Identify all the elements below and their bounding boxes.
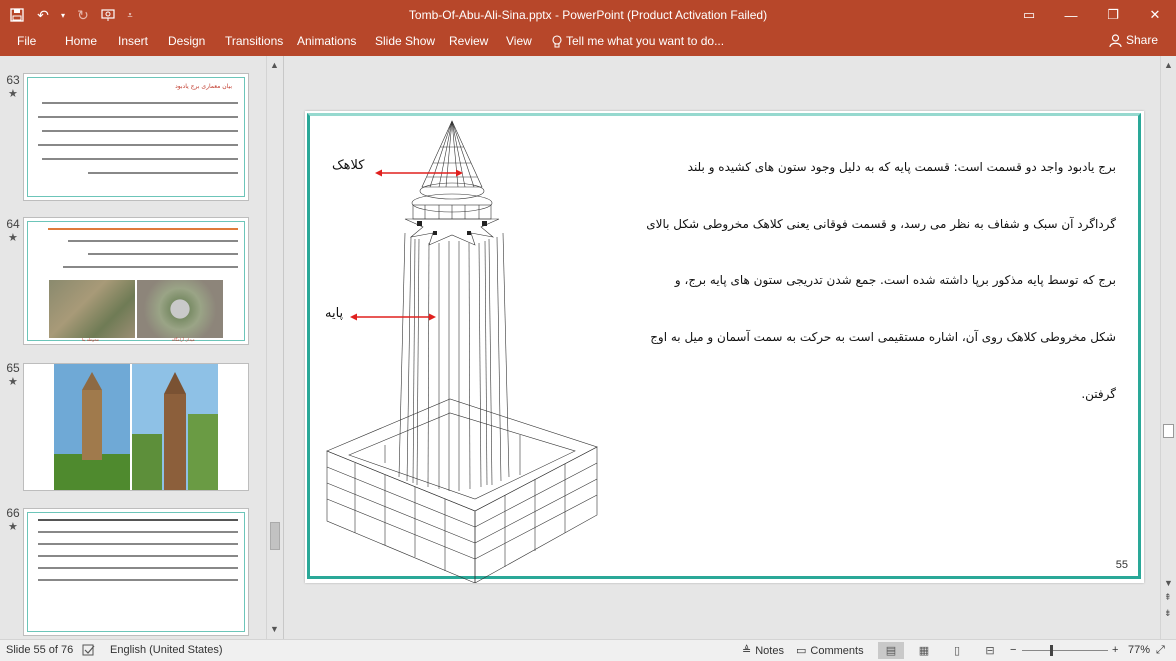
next-slide-icon[interactable]: ⇟: [1164, 608, 1172, 618]
status-bar: [0, 639, 1176, 661]
slide-indicator: Slide 55 of 76: [6, 644, 74, 656]
share-button[interactable]: [1109, 33, 1158, 47]
language-indicator[interactable]: English (United States): [110, 644, 223, 656]
share-label: Share: [1125, 33, 1158, 47]
body-line: برج که توسط پایه مذکور برپا داشته شده است. جمع شدن تدریجی ستون های پایه برج، و: [674, 273, 1116, 288]
thumb-caption: محوطه بنا: [82, 337, 99, 342]
ribbon-tabs: [0, 30, 1176, 56]
body-line: برج یادبود واجد دو قسمت است: قسمت پایه که به دلیل وجود ستون های کشیده و بلند: [687, 160, 1116, 174]
animation-star-icon: ★: [8, 376, 18, 388]
undo-dropdown-icon[interactable]: ▾: [60, 10, 65, 20]
body-line: شکل مخروطی کلاهک روی آن، اشاره مستقیمی است به حرکت به سمت آسمان و میل به اوج: [650, 330, 1116, 345]
body-line: گرفتن.: [1081, 386, 1116, 401]
animation-star-icon: ★: [8, 521, 18, 533]
save-icon[interactable]: [6, 4, 28, 26]
tab-review[interactable]: Review: [449, 34, 489, 48]
body-line: گرداگرد آن سبک و شفاف به نظر می رسد، و قسمت فوقانی یعنی کلاهک مخروطی شکل بالای: [646, 216, 1116, 231]
current-slide[interactable]: [305, 111, 1144, 583]
animation-star-icon: ★: [8, 232, 18, 244]
tell-me-box[interactable]: [552, 34, 724, 48]
comments-button[interactable]: [796, 644, 864, 657]
scroll-up-icon[interactable]: ▲: [1164, 60, 1173, 70]
restore-button[interactable]: ❐: [1107, 7, 1119, 22]
thumb-number: 63: [6, 73, 20, 87]
slide-show-icon[interactable]: ⊟: [985, 645, 995, 657]
aerial-photo-right: [137, 280, 223, 338]
tab-home[interactable]: Home: [65, 34, 98, 48]
fit-to-window-icon[interactable]: ⤢: [1156, 644, 1165, 656]
customize-qat-icon[interactable]: ⩡: [127, 9, 133, 20]
zoom-out-button[interactable]: −: [1010, 644, 1017, 656]
thumb-number: 66: [6, 506, 20, 520]
window-controls: [1008, 0, 1176, 30]
tower-wireframe-illustration: [325, 115, 615, 583]
tab-view[interactable]: View: [506, 34, 532, 48]
slide-thumbnail-66[interactable]: [23, 508, 249, 636]
title-bar: [0, 0, 1176, 30]
quick-access-toolbar: [6, 4, 136, 26]
arrow-base-icon: [350, 312, 436, 322]
tower-photos: [24, 364, 249, 491]
base-label: پایه: [325, 306, 344, 321]
lightbulb-icon: [552, 35, 562, 48]
person-icon: [1109, 34, 1122, 47]
notes-label: Notes: [755, 644, 784, 657]
slide-thumbnail-pane: [0, 56, 284, 639]
present-icon[interactable]: [98, 4, 120, 26]
ribbon-display-button[interactable]: ▭: [1022, 7, 1036, 22]
zoom-level[interactable]: 77%: [1128, 644, 1151, 656]
slide-thumbnail-63[interactable]: [23, 73, 249, 201]
slide-body-text[interactable]: [596, 139, 1116, 423]
tab-insert[interactable]: Insert: [118, 34, 149, 48]
thumb-number: 65: [6, 361, 20, 375]
scroll-down-icon[interactable]: ▼: [270, 624, 279, 634]
close-button[interactable]: ✕: [1149, 7, 1161, 22]
arrow-dome-icon: [375, 168, 463, 178]
dome-label: کلاهک: [332, 158, 365, 173]
slide-sorter-icon[interactable]: ▦: [918, 645, 930, 657]
window-title: Tomb-Of-Abu-Ali-Sina.pptx - PowerPoint (Product Activation Failed): [408, 8, 768, 22]
scrollbar-thumb[interactable]: [1163, 424, 1174, 438]
previous-slide-icon[interactable]: ⇞: [1164, 592, 1172, 602]
scrollbar-thumb[interactable]: [270, 522, 280, 550]
thumb-caption: میدان آرامگاه: [172, 337, 195, 342]
tell-me-text: Tell me what you want to do...: [566, 34, 725, 48]
undo-icon[interactable]: ↶: [37, 6, 49, 23]
normal-view-icon[interactable]: ▤: [878, 642, 904, 659]
slide-thumbnail-64[interactable]: [23, 217, 249, 345]
tab-transitions[interactable]: Transitions: [225, 34, 284, 48]
redo-icon[interactable]: ↻: [77, 6, 89, 23]
aerial-photo-left: [49, 280, 135, 338]
tab-animations[interactable]: Animations: [297, 34, 357, 48]
tab-slide-show[interactable]: Slide Show: [375, 34, 436, 48]
spelling-check-icon[interactable]: [82, 644, 96, 656]
notes-icon: ≜: [742, 645, 752, 657]
slide-scrollbar[interactable]: [1160, 56, 1176, 639]
tab-file[interactable]: File: [17, 34, 37, 48]
slide-thumbnail-65[interactable]: [23, 363, 249, 491]
notes-button[interactable]: [742, 644, 784, 657]
zoom-slider-thumb[interactable]: [1050, 645, 1053, 656]
slide-number: 55: [1115, 559, 1128, 571]
reading-view-icon[interactable]: ▯: [953, 645, 961, 657]
slide-editing-area: [285, 56, 1160, 639]
scroll-up-icon[interactable]: ▲: [270, 60, 279, 70]
thumb-number: 64: [6, 217, 20, 231]
animation-star-icon: ★: [8, 88, 18, 100]
tab-design[interactable]: Design: [168, 34, 206, 48]
thumbnail-scrollbar[interactable]: [266, 56, 282, 639]
scroll-down-icon[interactable]: ▼: [1164, 578, 1173, 588]
comments-icon: ▭: [796, 645, 807, 657]
minimize-button[interactable]: —: [1064, 7, 1078, 23]
comments-label: Comments: [810, 644, 864, 657]
thumb-heading: بیان معماری برج یادبود: [175, 83, 232, 90]
zoom-slider[interactable]: [1022, 650, 1108, 651]
zoom-in-button[interactable]: +: [1112, 644, 1119, 656]
